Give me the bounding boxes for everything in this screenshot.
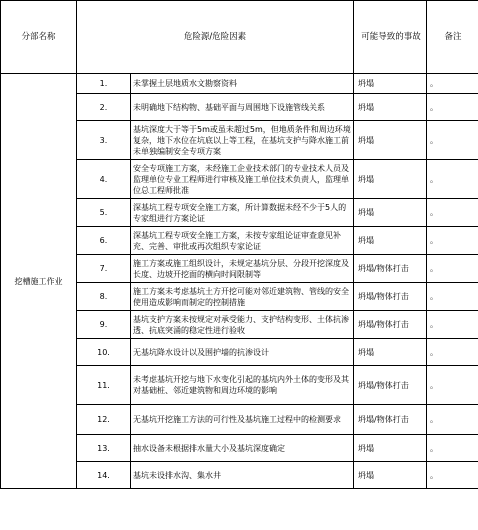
hazard-text: 深基坑工程专项安全施工方案，所计算数据未经不少于5人的专家组进行方案论证: [131, 199, 354, 227]
row-number: 4.: [77, 160, 131, 199]
hazard-text: 施工方案未考虑基坑土方开挖可能对邻近建筑物、管线的安全使用造成影响而制定的控制措施: [131, 283, 354, 311]
row-number: 11.: [77, 366, 131, 405]
accident-text: 坍塌: [354, 462, 427, 489]
remark-text: 。: [427, 227, 478, 255]
remark-text: 。: [427, 462, 478, 489]
header-remark: 备注: [427, 1, 478, 74]
accident-text: 坍塌: [354, 199, 427, 227]
remark-text: 。: [427, 339, 478, 366]
accident-text: 坍塌/物体打击: [354, 311, 427, 339]
remark-text: 。: [427, 435, 478, 462]
accident-text: 坍塌/物体打击: [354, 283, 427, 311]
accident-text: 坍塌: [354, 74, 427, 94]
accident-text: 坍塌/物体打击: [354, 405, 427, 435]
hazard-text: 未考虑基坑开挖与地下水变化引起的基坑内外土体的变形及其对基础桩、邻近建筑物和周边环境的影响: [131, 366, 354, 405]
header-row: [1, 1, 478, 74]
accident-text: 坍塌/物体打击: [354, 255, 427, 283]
hazard-text: 基坑未设排水沟、集水井: [131, 462, 354, 489]
accident-text: 坍塌: [354, 339, 427, 366]
accident-text: 坍塌: [354, 121, 427, 160]
hazard-text: 基坑深度大于等于5m或虽未超过5m，但地质条件和周边环境复杂，地下水位在坑底以上等工程，在基坑支护与降水施工前未单独编制安全专项方案: [131, 121, 354, 160]
remark-text: 。: [427, 366, 478, 405]
accident-text: 坍塌: [354, 227, 427, 255]
accident-text: 坍塌: [354, 94, 427, 121]
row-number: 3.: [77, 121, 131, 160]
remark-text: 。: [427, 121, 478, 160]
remark-text: 。: [427, 405, 478, 435]
remark-text: 。: [427, 283, 478, 311]
row-number: 10.: [77, 339, 131, 366]
header-category: 分部名称: [1, 1, 77, 74]
row-number: 9.: [77, 311, 131, 339]
remark-text: 。: [427, 199, 478, 227]
remark-text: 。: [427, 311, 478, 339]
remark-text: 。: [427, 94, 478, 121]
header-hazard: 危险源/危险因素: [77, 1, 354, 74]
row-number: 6.: [77, 227, 131, 255]
remark-text: 。: [427, 255, 478, 283]
row-number: 7.: [77, 255, 131, 283]
hazard-text: 基坑支护方案未按规定对承受能力、支护结构变形、土体抗渗透、抗底突涌的稳定性进行验收: [131, 311, 354, 339]
row-number: 2.: [77, 94, 131, 121]
hazard-text: 无基坑降水设计以及围护墙的抗渗设计: [131, 339, 354, 366]
row-number: 8.: [77, 283, 131, 311]
hazard-text: 未明确地下结构物、基础平面与周围地下设施管线关系: [131, 94, 354, 121]
accident-text: 坍塌: [354, 160, 427, 199]
hazard-text: 深基坑工程专项安全施工方案，未按专家组论证审查意见补充、完善、审批或再次组织专家论证: [131, 227, 354, 255]
table-row: [1, 74, 478, 94]
remark-text: 。: [427, 160, 478, 199]
row-number: 1.: [77, 74, 131, 94]
hazard-text: 无基坑开挖施工方法的可行性及基坑施工过程中的检测要求: [131, 405, 354, 435]
hazard-text: 施工方案或施工组织设计，未规定基坑分层、分段开挖深度及长度、边坡开挖面的横向时间限制等: [131, 255, 354, 283]
row-number: 14.: [77, 462, 131, 489]
hazard-text: 安全专项施工方案，未经施工企业技术部门的专业技术人员及监理单位专业工程师进行审核及施工单位技术负责人，监理单位总工程师批准: [131, 160, 354, 199]
row-number: 5.: [77, 199, 131, 227]
hazard-text: 未掌握土层地质水文勘察资料: [131, 74, 354, 94]
category-cell: 挖槽施工作业: [1, 74, 77, 489]
row-number: 12.: [77, 405, 131, 435]
row-number: 13.: [77, 435, 131, 462]
accident-text: 坍塌/物体打击: [354, 366, 427, 405]
remark-text: 。: [427, 74, 478, 94]
accident-text: 坍塌: [354, 435, 427, 462]
hazard-text: 抽水设备未根据排水量大小及基坑深度确定: [131, 435, 354, 462]
header-accident: 可能导致的事故: [354, 1, 427, 74]
